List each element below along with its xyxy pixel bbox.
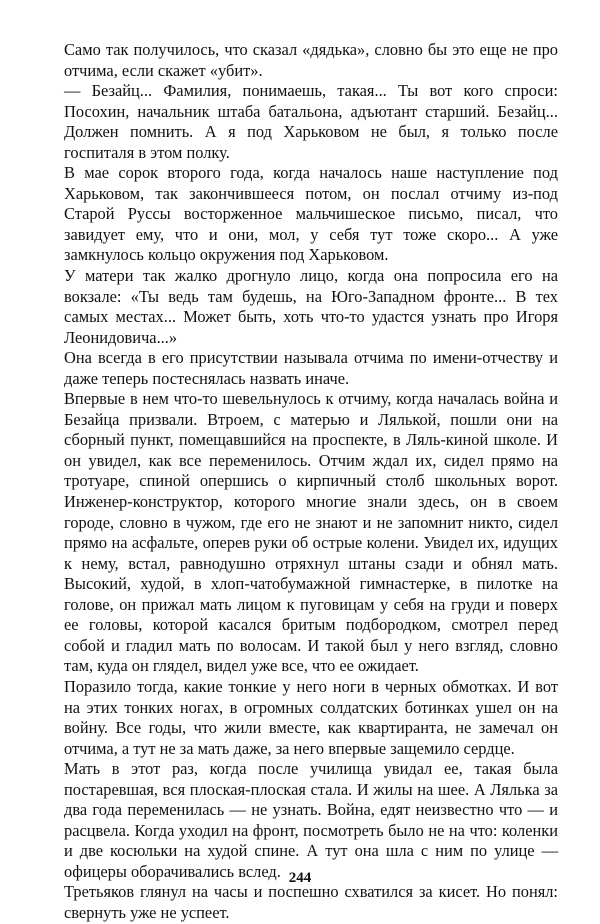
page-number: 244 (288, 870, 312, 886)
paragraph: Поразило тогда, какие тонкие у него ноги в черных обмотках. И вот на этих тонких ногах, в огромных солдатских ботинках ушел он на войну. Все годы, что жили вместе, как квартиранта, не замечал он отчима, а тут не за мать даже, за него впервые защемило сердце. (64, 676, 558, 758)
paragraph: Впервые в нем что-то шевельнулось к отчиму, когда началась война и Безайца призвали. Втроем, с матерью и Лялькой, пошли они на сборный пункт, помещавшийся на проспекте, в Ляль-киной школе. И он увидел, как все переменилось. Отчим ждал их, сидел прямо на тротуаре, спиной опершись о кирпичный столб школьных ворот. Инженер-конструктор, которого многие знали здесь, он в своем городе, словно в чужом, где его не знают и не запомнит никто, сидел прямо на асфальте, оперев руки об острые колени. Увидел их, идущих к нему, встал, равнодушно отряхнул штаны сзади и обнял мать. Высокий, худой, в хлоп-чатобумажной гимнастерке, в пилотке на голове, он прижал мать лицом к пуговицам у себя на груди и поверх ее головы, которой касался бритым подбородком, смотрел перед собой и гладил мать по волосам. И такой был у него взгляд, словно там, куда он глядел, видел уже все, что ее ожидает. (64, 389, 558, 676)
paragraph: Она всегда в его присутствии называла отчима по имени-отчеству и даже теперь постеснялась назвать иначе. (64, 348, 558, 388)
paragraph: У матери так жалко дрогнуло лицо, когда она попросила его на вокзале: «Ты ведь там будешь, на Юго-Западном фронте... В тех самых местах... Может быть, хоть что-то удастся узнать про Игоря Леонидовича...» (64, 266, 558, 347)
paragraph: Третьяков глянул на часы и поспешно схватился за кисет. Но понял: свернуть уже не успеет. (64, 882, 558, 922)
paragraph: Мать в этот раз, когда после училища увидал ее, такая была постаревшая, вся плоская-плоская стала. И жилы на шее. А Лялька за два года переменилась — не узнать. Война, едят неизвестно что — и расцвела. Когда уходил на фронт, посмотреть было не на что: коленки и две косюльки на худой спине. А тут она шла с ним по улице — офицеры оборачивались вслед. (64, 759, 558, 881)
paragraph: — Безайц... Фамилия, понимаешь, такая... Ты вот кого спроси: Посохин, начальник штаба батальона, адъютант старший. Безайц... Должен помнить. А я под Харьковом не был, я только после госпиталя в этом полку. (64, 81, 558, 162)
paragraph: В мае сорок второго года, когда началось наше наступление под Харьковом, так закончившееся потом, он послал отчиму из-под Старой Руссы восторженное мальчишеское письмо, писал, что завидует ему, что и они, мол, у себя тут тоже скоро... А уже замкнулось кольцо окружения под Харьковом. (64, 163, 558, 265)
book-page-text (64, 40, 558, 924)
paragraph: Само так получилось, что сказал «дядька», словно бы это еще не про отчима, если скажет «убит». (64, 40, 558, 80)
